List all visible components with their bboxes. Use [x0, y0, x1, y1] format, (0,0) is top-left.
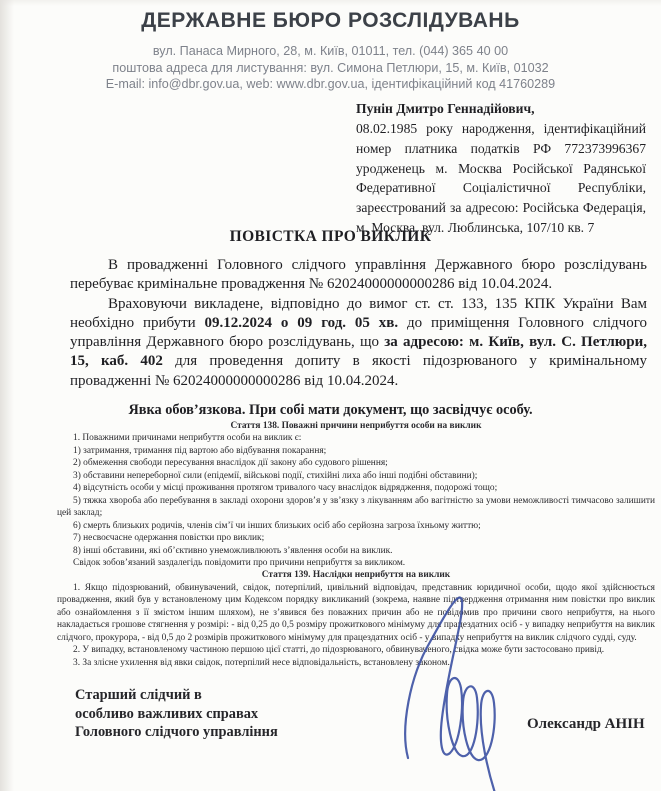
para2-text-3: для проведення допиту в якості підозрюваного у кримінальному провадженні № 62024000000000286 від 10.04.2024.	[70, 353, 647, 389]
handwritten-signature-ink	[398, 588, 523, 791]
recipient-block	[356, 99, 646, 238]
article-138-witness-note: Свідок зобов’язаний заздалегідь повідомити про причини неприбуття за викликом.	[73, 557, 406, 568]
letterhead	[0, 9, 661, 93]
article-138-item: 5) тяжка хвороба або перебування в закладі охорони здоров’я у зв’язку з лікуванням або вагітністю за умови неможливості тимчасово залишити цей заклад;	[57, 495, 655, 519]
document-body	[70, 256, 647, 391]
para2-text-2: до приміщення Головного слідчого управління Державного бюро розслідувань, що	[70, 314, 647, 351]
recipient-name: Пунін Дмитро Геннадійович,	[356, 101, 535, 116]
article-138-heading: Стаття 138. Поважні причини неприбуття особи на виклик	[230, 421, 482, 431]
organization-name: ДЕРЖАВНЕ БЮРО РОЗСЛІДУВАНЬ	[141, 9, 520, 32]
para2-text-1: Враховуючи викладене, відповідно до вимог ст. ст. 133, 135 КПК України Вам необхідно прибути	[70, 295, 647, 331]
address-line-1: вул. Панаса Мирного, 28, м. Київ, 01011, тел. (044) 365 40 00	[152, 44, 509, 58]
article-138-item: 6) смерть близьких родичів, членів сім’ї чи інших близьких осіб або серйозна загроза їхньому життю;	[73, 520, 481, 531]
article-139-paragraph-2: 2. У випадку, встановленому частиною першою цієї статті, до підозрюваного, обвинуваченого, свідка може бути застосовано привід.	[73, 645, 605, 656]
legal-articles	[57, 420, 655, 669]
article-138-item: 8) інші обставини, які об’єктивно унеможливлюють з’явлення особи на виклик.	[73, 545, 393, 556]
article-138-item: 2) обмеження свободи пересування внаслідок дії закону або судового рішення;	[73, 458, 388, 469]
article-139-heading: Стаття 139. Наслідки неприбуття на виклик	[261, 570, 451, 581]
article-138-item: 4) відсутність особи у місці проживання протягом тривалого часу внаслідок відрядження, подорожі тощо;	[73, 483, 498, 494]
signer-position-line-3: Головного слідчого управління	[75, 724, 278, 740]
recipient-details: 08.02.1985 року народження, ідентифікаційний номер платника податків РФ 772373996367 уродженець м. Москва Російської Радянської Федеративної Соціалістичної Республіки, зареєстрований за адресою: Російська Федерація, м. Москва, вул. Люблинська, 107/10 кв. 7	[356, 120, 646, 236]
para2-address: за адресою: м. Київ, вул. С. Петлюри, 15, каб. 402	[70, 334, 647, 370]
article-139-paragraph-1: 1. Якщо підозрюваний, обвинувачений, свідок, потерпілий, цивільний відповідач, представник юридичної особи, щодо якої здійснюється провадження, який був у встановленому цим Кодексом порядку викликаний (зокрема, наявне підтвердження отримання ним повістки про виклик або ознайомлення з її змістом іншим шляхом), не з’явився без поважних причин або не повідомив про причини свого неприбуття, на нього накладається грошове стягнення у розмірі: - від 0,25 до 0,5 розміру прожиткового мінімуму для працездатних осіб - у випадку неприбуття на виклик слідчого, прокурора, - від 0,5 до 2 розмірів прожиткового мінімуму для працездатних осіб - у випадку неприбуття на виклик слідчого судді, суду.	[57, 582, 655, 643]
organization-address	[0, 43, 661, 93]
signer-position-block	[75, 686, 278, 742]
document-title: ПОВІСТКА ПРО ВИКЛИК	[229, 228, 432, 245]
article-139-paragraph-3: 3. За злісне ухилення від явки свідок, потерпілий несе відповідальність, встановлену законом.	[73, 657, 450, 668]
body-paragraph-1: В провадженні Головного слідчого управління Державного бюро розслідувань перебуває кримінальне провадження № 62024000000000286 від 10.04.2024.	[70, 257, 647, 293]
article-138-item: 3) обставини непереборної сили (епідемії, військові події, стихійні лиха або інші подібні обставини);	[73, 470, 478, 481]
article-138-intro: 1. Поважними причинами неприбуття особи на виклик є:	[73, 433, 302, 444]
article-138-item: 7) несвоєчасне одержання повістки про виклик;	[73, 533, 265, 544]
mandatory-attendance-line: Явка обов’язкова. При собі мати документ, що засвідчує особу.	[128, 402, 533, 418]
address-line-3: E-mail: info@dbr.gov.ua, web: www.dbr.gov.ua, ідентифікаційний код 41760289	[105, 77, 556, 91]
address-line-2: поштова адреса для листування: вул. Симона Петлюри, 15, м. Київ, 01032	[112, 60, 549, 75]
body-paragraph-2	[70, 295, 647, 391]
signer-position-line-1: Старший слідчий в	[75, 687, 202, 703]
signer-name: Олександр АНІН	[527, 716, 645, 732]
para2-datetime: 09.12.2024 о 09 год. 05 хв.	[204, 314, 399, 331]
article-138-item: 1) затримання, тримання під вартою або відбування покарання;	[73, 445, 327, 456]
signer-position-line-2: особливо важливих справах	[75, 705, 259, 722]
